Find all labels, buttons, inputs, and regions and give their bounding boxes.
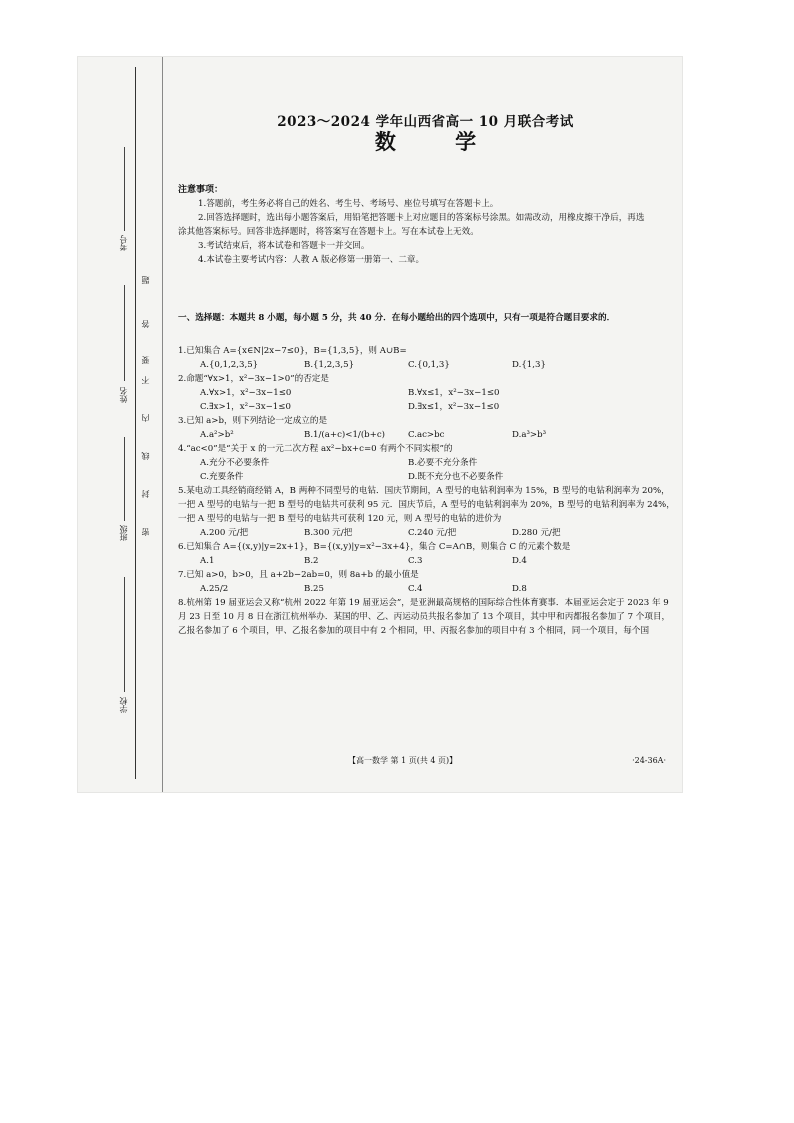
xingming-label: 姓名 — [119, 387, 128, 403]
option-d: D.a³>b³ — [512, 430, 547, 440]
seal-char: 线 — [141, 451, 150, 460]
option-row — [178, 554, 676, 568]
question-stem: 5.某电动工具经销商经销 A，B 两种不同型号的电钻．国庆节期间，A 型号的电钻利润率为 15%，B 型号的电钻利润率为 20%，一把 A 型号的电钻与一把 B 型号的电钻共可获利 95 元．国庆节后，A 型号的电钻利润率为 20%，B 型号的电钻利润率为 24%，一把 A 型号的电钻与一把 B 型号的电钻共可获利 120 元，则 A 型号的电钻的进价为 — [178, 486, 675, 524]
question-7 — [178, 568, 676, 596]
option-c: C.充要条件 — [200, 472, 244, 482]
scanned-page — [78, 57, 682, 792]
question-stem: 1.已知集合 A={x∈N|2x−7≤0}，B={1,3,5}，则 A∪B= — [178, 346, 407, 356]
footer-page-info: 【高一数学 第 1 页(共 4 页)】 — [348, 756, 458, 765]
question-3 — [178, 414, 676, 442]
option-d: D.8 — [512, 584, 527, 594]
seal-char: 要 — [141, 355, 150, 364]
option-b: B.∀x≤1，x²−3x−1≤0 — [408, 388, 500, 398]
option-b: B.2 — [304, 556, 319, 566]
option-d: D.280 元/把 — [512, 528, 561, 538]
option-c: C.ac>bc — [408, 430, 445, 440]
question-stem: 2.命题“∀x>1，x²−3x−1>0”的否定是 — [178, 374, 329, 384]
kaohao-blank — [124, 147, 125, 231]
section-heading: 一、选择题：本题共 8 小题，每小题 5 分，共 40 分．在每小题给出的四个选项中，只有一项是符合题目要求的． — [178, 313, 616, 323]
question-stem: 6.已知集合 A={(x,y)|y=2x+1}，B={(x,y)|y=x²−3x+4}，集合 C=A∩B，则集合 C 的元素个数是 — [178, 542, 571, 552]
exam-content — [178, 57, 673, 792]
option-c: C.3 — [408, 556, 423, 566]
xingming-blank — [124, 285, 125, 381]
xuexiao-label: 学校 — [119, 697, 128, 713]
seal-char: 题 — [141, 275, 150, 284]
banji-label: 班级 — [119, 525, 128, 541]
note-item: 1.答题前，考生务必将自己的姓名、考生号、考场号、座位号填写在答题卡上。 — [198, 199, 499, 209]
option-row — [178, 456, 676, 470]
option-d: D.既不充分也不必要条件 — [408, 472, 504, 482]
option-a: A.25/2 — [200, 584, 229, 594]
question-stem: 4.“ac<0”是“关于 x 的一元二次方程 ax²−bx+c=0 有两个不同实根”的 — [178, 444, 453, 454]
option-d: D.{1,3} — [512, 360, 546, 370]
notes-heading: 注意事项： — [178, 185, 224, 195]
option-row — [178, 428, 676, 442]
exam-subject: 数 学 — [374, 129, 503, 154]
option-a: A.充分不必要条件 — [200, 458, 270, 468]
option-a: A.{0,1,2,3,5} — [200, 360, 259, 370]
kaohao-label: 考号 — [119, 235, 128, 251]
seal-line — [162, 57, 163, 792]
seal-char: 答 — [141, 319, 150, 328]
question-stem: 8.杭州第 19 届亚运会又称“杭州 2022 年第 19 届亚运会”，是亚洲最高规格的国际综合性体育赛事．本届亚运会定于 2023 年 9 月 23 日至 10 月 8 日在浙江杭州举办．某国的甲、乙、丙运动员共报名参加了 13 个项目，其中甲和丙都报名参加了 7 个项目，乙报名参加了 6 个项目，甲、乙报名参加的项目中有 2 个相同，甲、丙报名参加的项目中有 3 个相同，同一个项目，每个国 — [178, 598, 671, 636]
option-c: C.{0,1,3} — [408, 360, 450, 370]
option-row — [178, 470, 676, 484]
note-item: 3.考试结束后，将本试卷和答题卡一并交回。 — [198, 241, 370, 251]
option-d: D.∃x≤1，x²−3x−1≤0 — [408, 402, 500, 412]
option-b: B.{1,2,3,5} — [304, 360, 355, 370]
exam-title: 2023～2024 学年山西省高一 10 月联合考试 — [277, 114, 574, 130]
notes-block — [178, 183, 648, 267]
seal-char: 封 — [141, 489, 150, 498]
option-row — [178, 582, 676, 596]
option-a: A.a²>b² — [200, 430, 234, 440]
option-c: C.4 — [408, 584, 423, 594]
option-d: D.4 — [512, 556, 527, 566]
option-a: A.1 — [200, 556, 215, 566]
option-a: A.200 元/把 — [200, 528, 249, 538]
binding-line — [135, 67, 136, 779]
xuexiao-blank — [124, 577, 125, 692]
seal-char: 密 — [141, 527, 150, 536]
question-5 — [178, 484, 676, 540]
note-item: 4.本试卷主要考试内容：人教 A 版必修第一册第一、二章。 — [198, 255, 425, 265]
note-item: 2.回答选择题时，选出每小题答案后，用铅笔把答题卡上对应题目的答案标号涂黑。如需改动，用橡皮擦干净后，再选涂其他答案标号。回答非选择题时，将答案写在答题卡上。写在本试卷上无效。 — [178, 213, 645, 237]
option-b: B.1/(a+c)<1/(b+c) — [304, 430, 386, 440]
option-row — [178, 400, 676, 414]
option-row — [178, 358, 676, 372]
seal-char: 不 — [141, 375, 150, 384]
binding-margin — [78, 57, 166, 792]
question-stem: 3.已知 a>b，则下列结论一定成立的是 — [178, 416, 328, 426]
footer-code: ·24-36A· — [632, 756, 666, 765]
seal-char: 内 — [141, 413, 150, 422]
question-4 — [178, 442, 676, 484]
banji-blank — [124, 437, 125, 521]
question-2 — [178, 372, 676, 414]
option-b: B.必要不充分条件 — [408, 458, 478, 468]
page-footer — [178, 754, 676, 768]
question-8 — [178, 596, 676, 638]
option-c: C.∃x>1，x²−3x−1≤0 — [200, 402, 291, 412]
option-c: C.240 元/把 — [408, 528, 457, 538]
question-stem: 7.已知 a>0，b>0，且 a+2b−2ab=0，则 8a+b 的最小值是 — [178, 570, 419, 580]
question-1 — [178, 344, 676, 372]
option-b: B.300 元/把 — [304, 528, 353, 538]
question-list — [178, 344, 676, 638]
option-a: A.∀x>1，x²−3x−1≤0 — [200, 388, 292, 398]
option-row — [178, 386, 676, 400]
option-b: B.25 — [304, 584, 324, 594]
question-6 — [178, 540, 676, 568]
option-row — [178, 526, 676, 540]
